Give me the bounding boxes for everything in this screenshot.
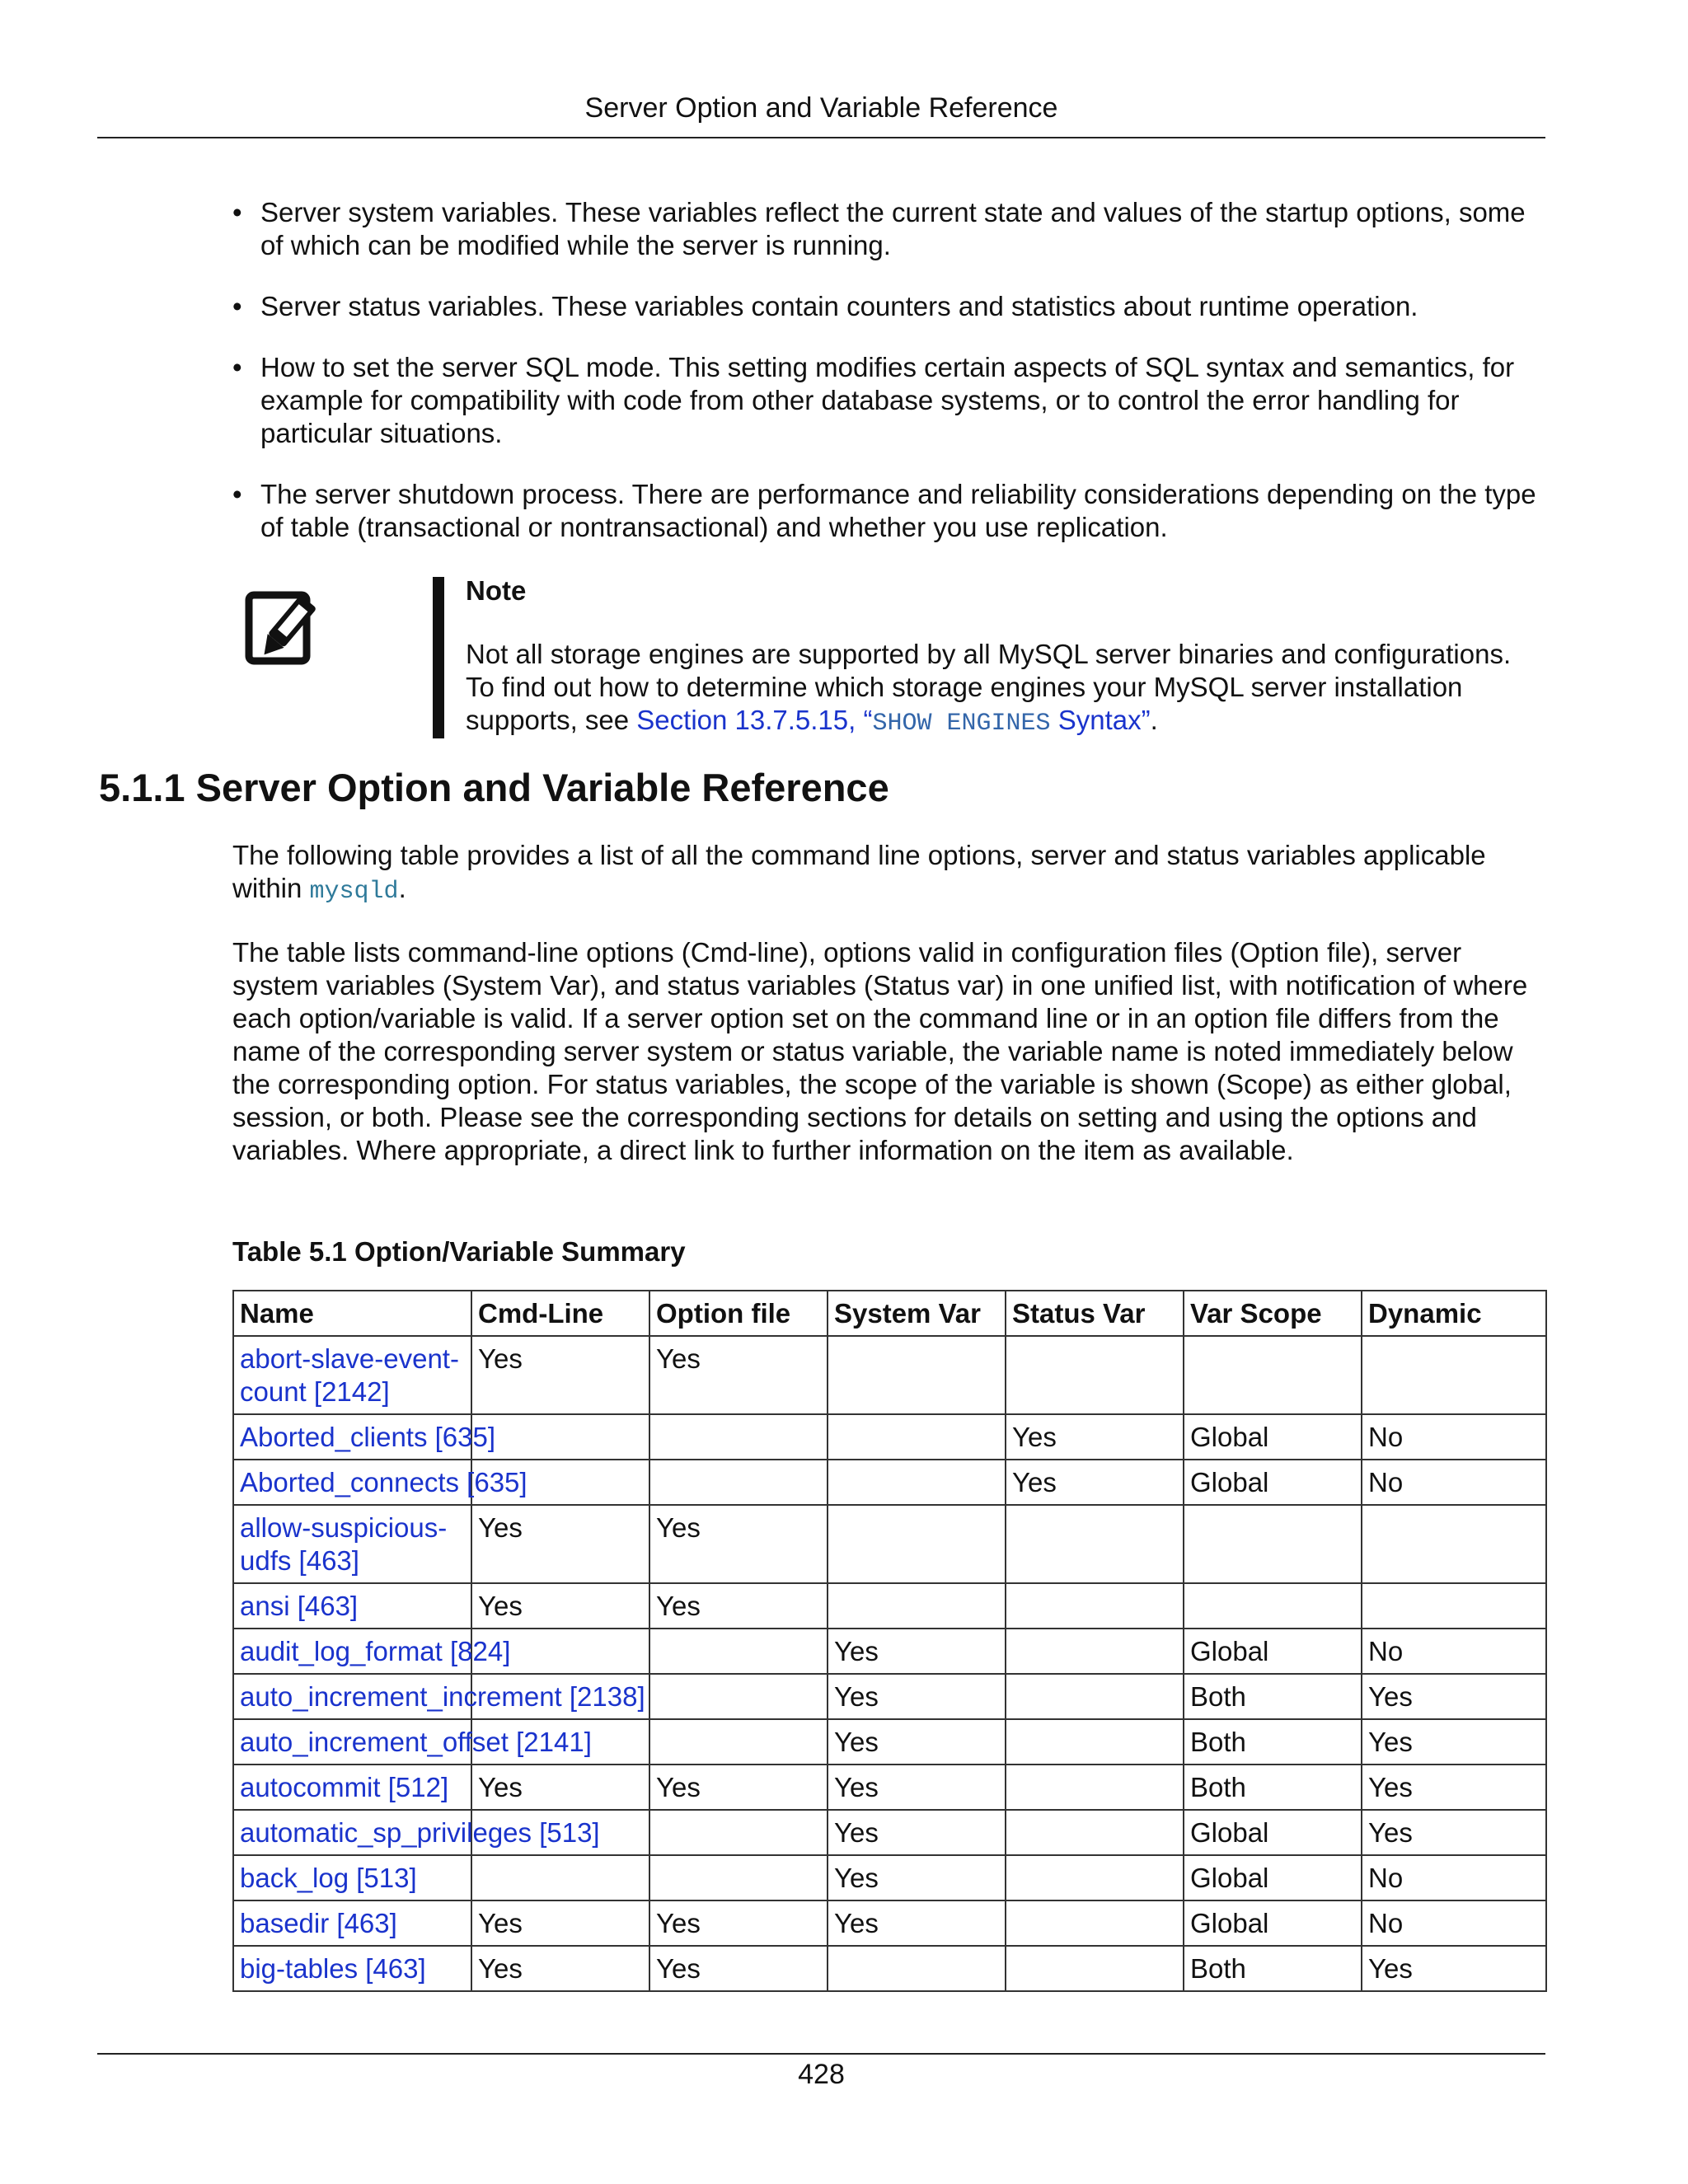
system-var-cell: Yes xyxy=(828,1629,1006,1674)
status-var-cell xyxy=(1006,1629,1184,1674)
system-var-cell xyxy=(828,1946,1006,1991)
table-row xyxy=(233,1765,1546,1810)
bullet-item: • How to set the server SQL mode. This setting modifies certain aspects of SQL syntax and semantics, for example for compatibility with code from other database systems, or to control the error handling for particular situations. xyxy=(232,352,1515,448)
table-caption: Table 5.1 Option/Variable Summary xyxy=(232,1236,686,1267)
table-row xyxy=(233,1414,1546,1460)
status-var-cell xyxy=(1006,1765,1184,1810)
option-name-cell xyxy=(233,1583,471,1629)
option-file-cell: Yes xyxy=(649,1505,828,1583)
system-var-cell: Yes xyxy=(828,1810,1006,1855)
table-row xyxy=(233,1900,1546,1946)
option-file-cell: Yes xyxy=(649,1946,828,1991)
mysqld-link[interactable]: mysqld xyxy=(309,878,399,906)
column-header-option-file: Option file xyxy=(649,1291,828,1336)
bullet-item: • Server system variables. These variables reflect the current state and values of the startup options, some of which can be modified while the server is running. xyxy=(232,197,1526,260)
dynamic-cell: No xyxy=(1362,1414,1546,1460)
dynamic-cell: Yes xyxy=(1362,1946,1546,1991)
var-scope-cell xyxy=(1184,1336,1362,1414)
dynamic-cell: No xyxy=(1362,1855,1546,1900)
show-engines-link[interactable]: Section 13.7.5.15, “SHOW ENGINES Syntax” xyxy=(636,705,1151,738)
bullet-list xyxy=(232,196,1551,572)
cmd-line-cell xyxy=(471,1414,649,1460)
status-var-cell xyxy=(1006,1855,1184,1900)
status-var-cell xyxy=(1006,1946,1184,1991)
footer-divider xyxy=(97,2053,1545,2055)
table-row xyxy=(233,1505,1546,1583)
column-header-cmd-line: Cmd-Line xyxy=(471,1291,649,1336)
table-row xyxy=(233,1719,1546,1765)
system-var-cell: Yes xyxy=(828,1765,1006,1810)
bullet-text: Server system variables. These variables reflect the current state and values of the startup options, some of which can be modified while the server is running. xyxy=(260,197,1526,260)
option-link[interactable]: ansi [463] xyxy=(240,1591,359,1621)
dynamic-cell xyxy=(1362,1583,1546,1629)
status-var-cell xyxy=(1006,1719,1184,1765)
option-file-cell: Yes xyxy=(649,1900,828,1946)
option-name-cell xyxy=(233,1810,600,1855)
option-file-cell: Yes xyxy=(649,1336,828,1414)
option-file-cell xyxy=(649,1855,828,1900)
system-var-cell: Yes xyxy=(828,1719,1006,1765)
note-pencil-icon xyxy=(244,590,320,666)
status-var-cell xyxy=(1006,1505,1184,1583)
cmd-line-cell: Yes xyxy=(471,1900,649,1946)
column-header-name: Name xyxy=(233,1291,471,1336)
system-var-cell xyxy=(828,1414,1006,1460)
status-var-cell xyxy=(1006,1336,1184,1414)
option-name-cell xyxy=(233,1946,471,1991)
table-row xyxy=(233,1946,1546,1991)
dynamic-cell: Yes xyxy=(1362,1765,1546,1810)
var-scope-cell: Global xyxy=(1184,1629,1362,1674)
dynamic-cell xyxy=(1362,1505,1546,1583)
var-scope-cell: Global xyxy=(1184,1810,1362,1855)
table-row xyxy=(233,1855,1546,1900)
cmd-line-cell: Yes xyxy=(471,1583,649,1629)
option-file-cell: Yes xyxy=(649,1765,828,1810)
option-file-cell: Yes xyxy=(649,1583,828,1629)
option-file-cell xyxy=(649,1719,828,1765)
note-title: Note xyxy=(466,575,527,606)
option-link[interactable]: autocommit [512] xyxy=(240,1772,449,1802)
option-name-cell xyxy=(233,1900,471,1946)
system-var-cell xyxy=(828,1336,1006,1414)
column-header-system-var: System Var xyxy=(828,1291,1006,1336)
dynamic-cell: Yes xyxy=(1362,1810,1546,1855)
table-row xyxy=(233,1674,1546,1719)
option-name-cell xyxy=(233,1719,592,1765)
dynamic-cell: No xyxy=(1362,1629,1546,1674)
option-name-cell xyxy=(233,1674,645,1719)
option-link[interactable]: abort-slave-event- count [2142] xyxy=(240,1343,459,1407)
option-file-cell xyxy=(649,1414,828,1460)
status-var-cell xyxy=(1006,1674,1184,1719)
option-name-cell xyxy=(233,1629,511,1674)
column-header-dynamic: Dynamic xyxy=(1362,1291,1546,1336)
system-var-cell xyxy=(828,1505,1006,1583)
section-title: 5.1.1 Server Option and Variable Reference xyxy=(99,766,889,809)
option-link[interactable]: back_log [513] xyxy=(240,1863,417,1893)
bullet-text: The server shutdown process. There are performance and reliability considerations depending on the type of table (transactional or nontransactional) and whether you use replication. xyxy=(260,479,1536,542)
intro-paragraph: The following table provides a list of all the command line options, server and status variables applicable within mysqld. xyxy=(232,840,1486,906)
option-name-cell xyxy=(233,1765,471,1810)
table-row xyxy=(233,1583,1546,1629)
dynamic-cell: No xyxy=(1362,1900,1546,1946)
bullet-item: • Server status variables. These variables contain counters and statistics about runtime operation. xyxy=(232,291,1418,321)
table-row xyxy=(233,1810,1546,1855)
table-row xyxy=(233,1336,1546,1414)
var-scope-cell: Both xyxy=(1184,1719,1362,1765)
var-scope-cell: Global xyxy=(1184,1855,1362,1900)
dynamic-cell: No xyxy=(1362,1460,1546,1505)
option-link[interactable]: basedir [463] xyxy=(240,1908,397,1938)
status-var-cell: Yes xyxy=(1006,1460,1184,1505)
option-name-cell xyxy=(233,1414,496,1460)
option-name-cell xyxy=(233,1460,528,1505)
table-row xyxy=(233,1460,1546,1505)
var-scope-cell: Global xyxy=(1184,1414,1362,1460)
option-link[interactable]: auto_increment_offset [2141] xyxy=(240,1727,592,1757)
option-link[interactable]: auto_increment_increment [2138] xyxy=(240,1681,645,1712)
column-header-status-var: Status Var xyxy=(1006,1291,1184,1336)
status-var-cell xyxy=(1006,1583,1184,1629)
system-var-cell: Yes xyxy=(828,1674,1006,1719)
note-body: Not all storage engines are supported by all MySQL server binaries and configurations. To find out how to determine which storage engines your MySQL server installation supports, see Section 13.7.5.15, “SHOW ENGINES Syntax”. xyxy=(466,639,1512,738)
note-sidebar-bar xyxy=(433,577,444,738)
option-link[interactable]: big-tables [463] xyxy=(240,1953,426,1984)
cmd-line-cell: Yes xyxy=(471,1765,649,1810)
option-name-cell xyxy=(233,1505,471,1583)
bullet-text: Server status variables. These variables contain counters and statistics about runtime operation. xyxy=(260,291,1418,321)
cmd-line-cell: Yes xyxy=(471,1946,649,1991)
var-scope-cell: Global xyxy=(1184,1900,1362,1946)
option-file-cell xyxy=(649,1674,828,1719)
dynamic-cell: Yes xyxy=(1362,1719,1546,1765)
bullet-text: How to set the server SQL mode. This setting modifies certain aspects of SQL syntax and semantics, for example for compatibility with code from other database systems, or to control the error handling for particular situations. xyxy=(260,352,1515,448)
var-scope-cell: Global xyxy=(1184,1460,1362,1505)
dynamic-cell xyxy=(1362,1336,1546,1414)
table-header-row xyxy=(233,1291,1546,1336)
option-file-cell xyxy=(649,1460,828,1505)
dynamic-cell: Yes xyxy=(1362,1674,1546,1719)
system-var-cell: Yes xyxy=(828,1855,1006,1900)
option-link[interactable]: automatic_sp_privileges [513] xyxy=(240,1817,600,1848)
system-var-cell: Yes xyxy=(828,1900,1006,1946)
cmd-line-cell: Yes xyxy=(471,1336,649,1414)
description-paragraph: The table lists command-line options (Cmd-line), options valid in configuration files (Option file), server system variables (System Var), and status variables (Status var) in one unified list, with notification of where each option/variable is valid. If a server option set on the command line or in an option file differs from the name of the corresponding server system or status variable, the variable name is noted immediately below the corresponding option. For status variables, the scope of the variable is shown (Scope) as either global, session, or both. Please see the corresponding sections for details on setting and using the options and variables. Where appropriate, a direct link to further information on the item as available. xyxy=(232,937,1528,1165)
column-header-var-scope: Var Scope xyxy=(1184,1291,1362,1336)
header-divider xyxy=(97,137,1545,138)
option-name-cell xyxy=(233,1855,471,1900)
option-link[interactable]: Aborted_clients [635] xyxy=(240,1422,496,1452)
system-var-cell xyxy=(828,1583,1006,1629)
option-file-cell xyxy=(649,1810,828,1855)
status-var-cell xyxy=(1006,1900,1184,1946)
bullet-item: • The server shutdown process. There are performance and reliability considerations depending on the type of table (transactional or nontransactional) and whether you use replication. xyxy=(232,479,1536,542)
option-name-cell xyxy=(233,1336,471,1414)
var-scope-cell xyxy=(1184,1583,1362,1629)
system-var-cell xyxy=(828,1460,1006,1505)
option-link[interactable]: allow-suspicious- udfs [463] xyxy=(240,1512,448,1576)
option-link[interactable]: audit_log_format [824] xyxy=(240,1636,511,1666)
page-header: Server Option and Variable Reference xyxy=(584,92,1058,124)
option-variable-table xyxy=(232,1290,1547,1992)
option-file-cell xyxy=(649,1629,828,1674)
table-row xyxy=(233,1629,1546,1674)
var-scope-cell: Both xyxy=(1184,1946,1362,1991)
cmd-line-cell: Yes xyxy=(471,1505,649,1583)
status-var-cell xyxy=(1006,1810,1184,1855)
var-scope-cell: Both xyxy=(1184,1674,1362,1719)
var-scope-cell xyxy=(1184,1505,1362,1583)
status-var-cell: Yes xyxy=(1006,1414,1184,1460)
var-scope-cell: Both xyxy=(1184,1765,1362,1810)
option-link[interactable]: Aborted_connects [635] xyxy=(240,1467,528,1497)
page-number: 428 xyxy=(798,2059,845,2090)
cmd-line-cell xyxy=(471,1855,649,1900)
